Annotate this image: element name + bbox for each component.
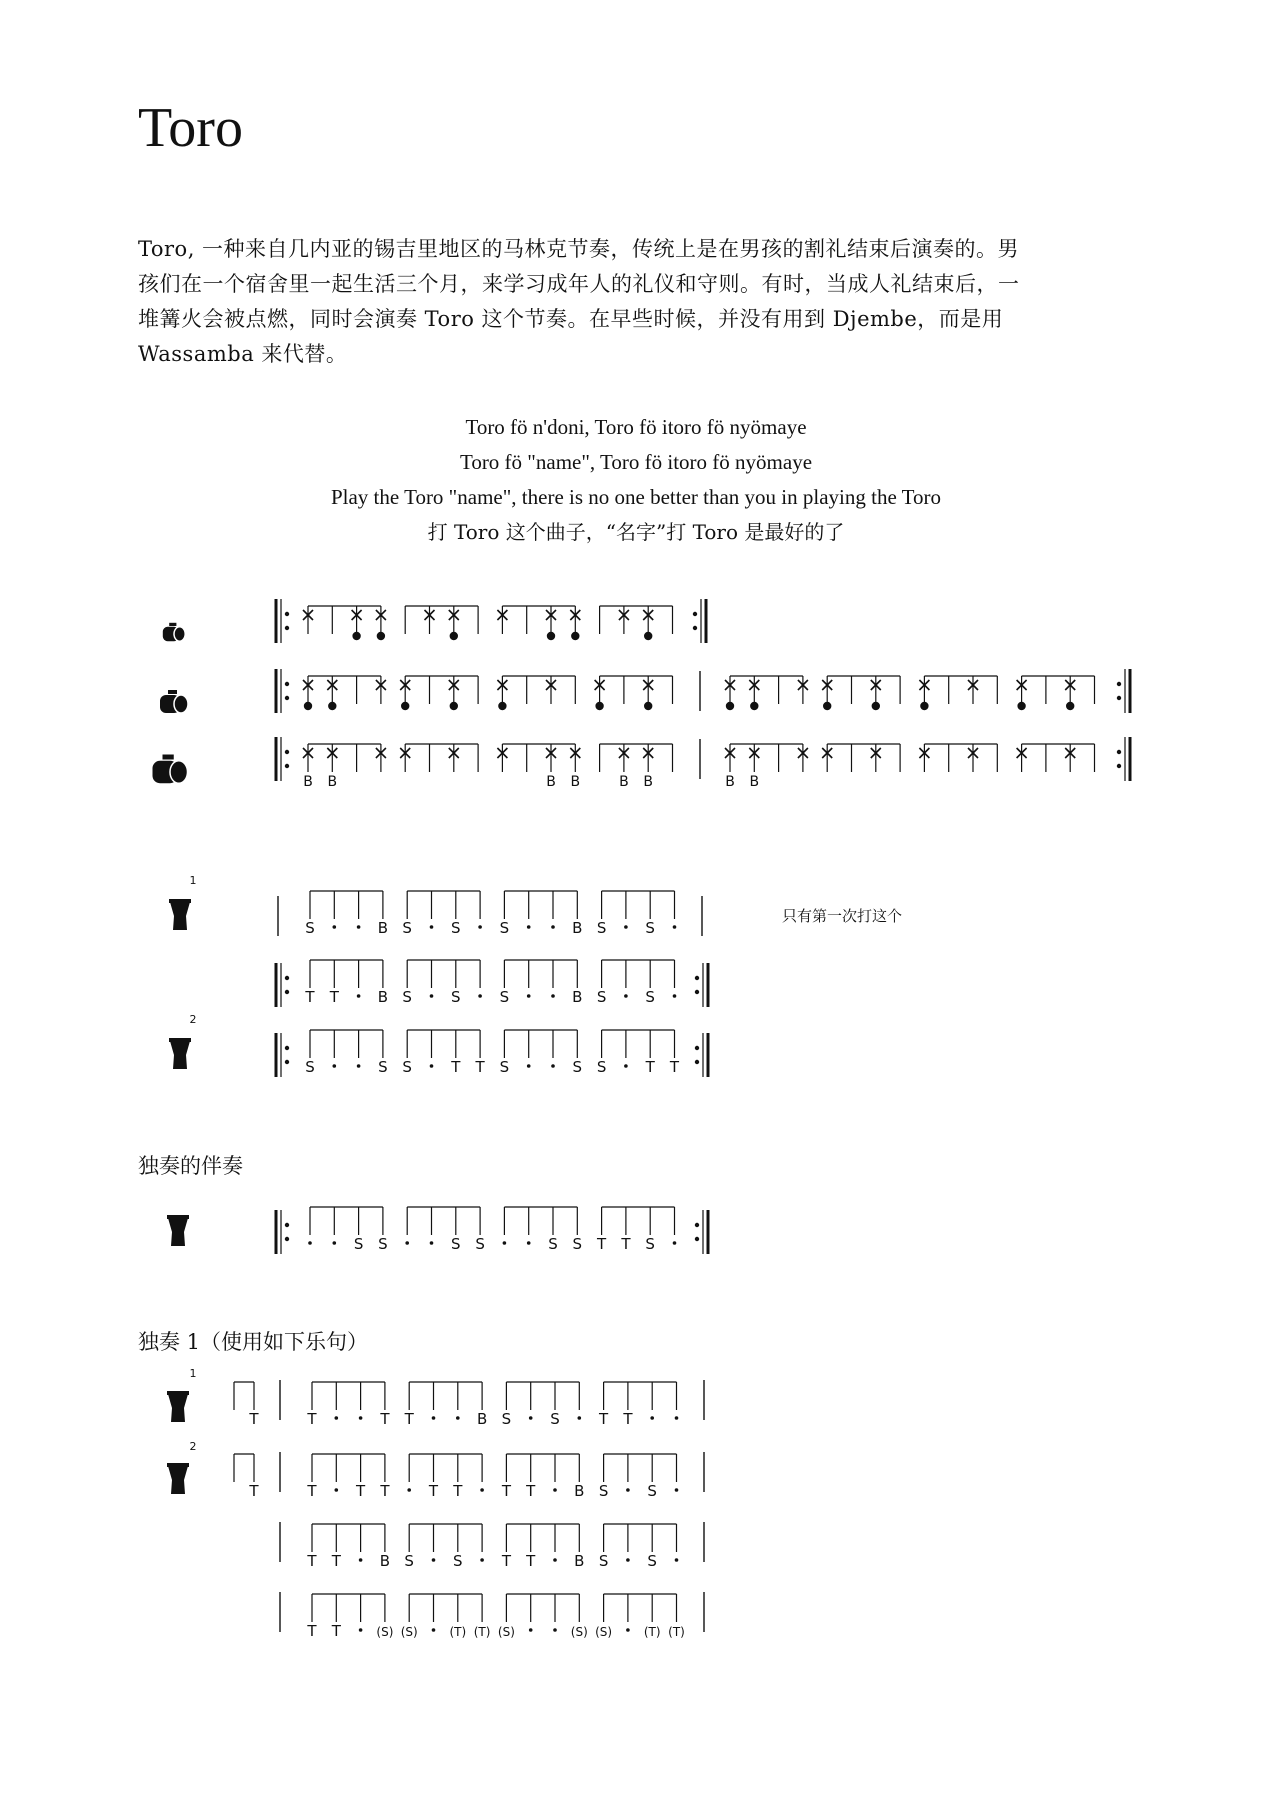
stroke-letter: T xyxy=(526,1482,536,1500)
rest-dot xyxy=(527,994,531,998)
rest-dot xyxy=(333,1241,337,1245)
rest-dot xyxy=(527,1064,531,1068)
stroke-letter: T xyxy=(501,1482,511,1500)
bell-note xyxy=(401,702,409,710)
solo-accompaniment-heading: 独奏的伴奏 xyxy=(138,1154,243,1178)
stroke-letter: S xyxy=(499,1058,510,1076)
rest-dot xyxy=(359,1558,363,1562)
stroke-letter: S xyxy=(501,1410,512,1428)
bell-note xyxy=(450,702,458,710)
rest-dot xyxy=(626,1628,630,1632)
stroke-letter: S xyxy=(402,1058,412,1076)
stroke-letter: S xyxy=(378,1235,388,1253)
lyric-line: Toro fö "name", Toro fö itoro fö nyömaye xyxy=(459,450,813,474)
djembe-icon xyxy=(169,1038,191,1069)
repeat-dot xyxy=(285,1060,289,1064)
repeat-dot xyxy=(1117,682,1121,686)
stroke-letter: T xyxy=(249,1482,259,1500)
rest-dot xyxy=(553,1628,557,1632)
rest-dot xyxy=(480,1558,484,1562)
bell-note xyxy=(547,632,555,640)
bass-letter: B xyxy=(570,774,581,790)
stroke-letter: S xyxy=(305,1058,315,1076)
solo1-heading: 独奏 1（使用如下乐句） xyxy=(138,1330,369,1354)
dundun-measure xyxy=(303,606,673,640)
repeat-dot xyxy=(285,990,289,994)
stroke-letter: S xyxy=(596,1058,607,1076)
dundunba-icon xyxy=(153,755,188,784)
repeat-start-sign xyxy=(276,669,289,713)
repeat-dot xyxy=(1117,764,1121,768)
stroke-letter: B xyxy=(574,1552,585,1570)
stroke-letter: S xyxy=(548,1235,558,1253)
repeat-dot xyxy=(285,1046,289,1050)
rest-dot xyxy=(529,1416,533,1420)
dundun-measure xyxy=(303,744,673,790)
bell-note xyxy=(1066,702,1074,710)
rest-dot xyxy=(626,1488,630,1492)
bell-note xyxy=(377,632,385,640)
rest-dot xyxy=(478,925,482,929)
repeat-end-sign xyxy=(693,599,706,643)
rest-dot xyxy=(553,1488,557,1492)
bell-note xyxy=(726,702,734,710)
bass-letter: B xyxy=(749,774,760,790)
stroke-letter: S xyxy=(572,1235,583,1253)
repeat-dot xyxy=(695,976,699,980)
stroke-letter: T xyxy=(249,1410,259,1428)
stroke-letter: (S) xyxy=(570,1625,588,1639)
stroke-letter: S xyxy=(353,1235,364,1253)
repeat-dot xyxy=(1117,750,1121,754)
stroke-letter: T xyxy=(307,1552,317,1570)
stroke-letter: T xyxy=(597,1235,607,1253)
repeat-dot xyxy=(285,682,289,686)
stroke-letter: T xyxy=(451,1058,461,1076)
rest-dot xyxy=(456,1416,460,1420)
sangban-icon xyxy=(160,690,188,713)
stroke-letter: (T) xyxy=(643,1625,661,1639)
stroke-letter: B xyxy=(476,1410,488,1428)
stroke-letter: S xyxy=(378,1058,388,1076)
repeat-end-sign xyxy=(695,1210,708,1254)
repeat-dot xyxy=(695,1237,699,1241)
rest-dot xyxy=(551,1064,555,1068)
repeat-dot xyxy=(285,696,289,700)
rest-dot xyxy=(405,1241,409,1245)
rest-dot xyxy=(357,925,361,929)
stroke-letter: S xyxy=(402,919,412,937)
bell-note xyxy=(595,702,603,710)
bell-note xyxy=(498,702,506,710)
stroke-letter: (S) xyxy=(497,1625,515,1639)
stroke-letter: S xyxy=(451,988,461,1006)
bass-letter: B xyxy=(643,774,654,790)
stroke-letter: S xyxy=(451,1235,461,1253)
rest-dot xyxy=(578,1416,582,1420)
rest-dot xyxy=(359,1416,363,1420)
rest-dot xyxy=(480,1488,484,1492)
repeat-dot xyxy=(285,764,289,768)
repeat-end-sign xyxy=(695,1033,708,1077)
bass-letter: B xyxy=(619,774,629,790)
stroke-letter: (T) xyxy=(473,1625,491,1639)
stroke-letter: S xyxy=(596,988,607,1006)
stroke-letter: T xyxy=(331,1622,341,1640)
rest-dot xyxy=(430,994,434,998)
stroke-letter: S xyxy=(453,1552,463,1570)
stroke-letter: T xyxy=(669,1058,680,1076)
dundun-measure xyxy=(725,744,1095,790)
solo1-phrase2-measure xyxy=(306,1454,678,1500)
lyric-line: Play the Toro "name", there is no one better than you in playing the Toro xyxy=(330,485,942,509)
rest-dot xyxy=(432,1558,436,1562)
rest-dot xyxy=(432,1416,436,1420)
stroke-letter: T xyxy=(645,1058,655,1076)
repeat-dot xyxy=(695,1223,699,1227)
stroke-letter: (T) xyxy=(449,1625,467,1639)
rest-dot xyxy=(357,1064,361,1068)
stroke-letter: T xyxy=(305,988,315,1006)
lyric-line: Toro fö n'doni, Toro fö itoro fö nyömaye xyxy=(465,415,807,439)
solo1-line4-measure xyxy=(306,1594,684,1640)
bell-note xyxy=(644,632,652,640)
stroke-letter: B xyxy=(377,919,389,937)
repeat-start-sign xyxy=(276,599,289,643)
djembe-icon xyxy=(167,1391,189,1422)
stroke-letter: T xyxy=(307,1410,317,1428)
part-number-label: 2 xyxy=(189,1013,197,1026)
stroke-letter: B xyxy=(572,919,583,937)
repeat-dot xyxy=(695,990,699,994)
page-title: Toro xyxy=(138,97,243,159)
stroke-letter: T xyxy=(453,1482,463,1500)
rest-dot xyxy=(335,1416,339,1420)
stroke-letter: T xyxy=(599,1410,609,1428)
rest-dot xyxy=(626,1558,630,1562)
bell-note xyxy=(328,702,336,710)
repeat-dot xyxy=(693,626,697,630)
rest-dot xyxy=(359,1628,363,1632)
bell-note xyxy=(644,702,652,710)
repeat-dot xyxy=(285,626,289,630)
rest-dot xyxy=(430,1064,434,1068)
repeat-dot xyxy=(285,1237,289,1241)
dundun-measure xyxy=(725,676,1095,710)
rest-dot xyxy=(675,1558,679,1562)
rest-dot xyxy=(675,1416,679,1420)
stroke-letter: S xyxy=(499,988,510,1006)
rest-dot xyxy=(673,925,677,929)
part-number-label: 1 xyxy=(189,874,197,887)
repeat-dot xyxy=(285,612,289,616)
stroke-letter: T xyxy=(380,1410,390,1428)
stroke-letter: S xyxy=(402,988,412,1006)
solo-accompaniment-measure xyxy=(308,1207,676,1253)
intro-line: Wassamba 来代替。 xyxy=(138,342,348,366)
part-number-label: 1 xyxy=(189,1367,197,1380)
stroke-letter: B xyxy=(574,1482,585,1500)
stroke-letter: T xyxy=(329,988,339,1006)
stroke-letter: S xyxy=(550,1410,560,1428)
rest-dot xyxy=(407,1488,411,1492)
bell-note xyxy=(571,632,579,640)
stroke-letter: T xyxy=(307,1482,317,1500)
rest-dot xyxy=(624,925,628,929)
stroke-letter: T xyxy=(475,1058,485,1076)
repeat-dot xyxy=(285,1223,289,1227)
stroke-letter: S xyxy=(645,919,655,937)
repeat-dot xyxy=(695,1046,699,1050)
stroke-letter: S xyxy=(451,919,461,937)
stroke-letter: T xyxy=(623,1410,633,1428)
stroke-letter: S xyxy=(647,1552,657,1570)
rest-dot xyxy=(430,925,434,929)
stroke-letter: (T) xyxy=(668,1625,685,1639)
repeat-dot xyxy=(285,976,289,980)
stroke-letter: S xyxy=(404,1552,414,1570)
bass-letter: B xyxy=(303,774,313,790)
bell-note xyxy=(823,702,831,710)
rest-dot xyxy=(527,925,531,929)
repeat-dot xyxy=(695,1060,699,1064)
repeat-dot xyxy=(693,612,697,616)
rest-dot xyxy=(624,994,628,998)
rest-dot xyxy=(333,925,337,929)
stroke-letter: T xyxy=(621,1235,631,1253)
stroke-letter: T xyxy=(501,1552,511,1570)
intro-line: Toro, 一种来自几内亚的锡吉里地区的马林克节奏，传统上是在男孩的割礼结束后演奏的。男 xyxy=(138,237,1020,261)
repeat-end-sign xyxy=(1117,737,1130,781)
djembe1-intro-measure xyxy=(305,891,676,937)
stroke-letter: (S) xyxy=(595,1625,613,1639)
stroke-letter: T xyxy=(380,1482,390,1500)
rest-dot xyxy=(308,1241,312,1245)
stroke-letter: S xyxy=(596,919,607,937)
stroke-letter: S xyxy=(598,1482,609,1500)
rest-dot xyxy=(503,1241,507,1245)
rest-dot xyxy=(675,1488,679,1492)
rest-dot xyxy=(333,1064,337,1068)
djembe1-measure xyxy=(304,960,676,1006)
solo1-phrase1-measure xyxy=(306,1382,678,1428)
bell-note xyxy=(352,632,360,640)
stroke-letter: (S) xyxy=(376,1625,394,1639)
stroke-letter: S xyxy=(305,919,315,937)
rest-dot xyxy=(624,1064,628,1068)
rest-dot xyxy=(650,1416,654,1420)
stroke-letter: T xyxy=(307,1622,317,1640)
repeat-start-sign xyxy=(276,1033,289,1077)
bell-note xyxy=(450,632,458,640)
repeat-dot xyxy=(285,750,289,754)
rest-dot xyxy=(529,1628,533,1632)
rest-dot xyxy=(430,1241,434,1245)
bass-letter: B xyxy=(327,774,338,790)
repeat-start-sign xyxy=(276,963,289,1007)
stroke-letter: S xyxy=(645,1235,655,1253)
pickup-measure xyxy=(234,1382,259,1428)
bell-note xyxy=(1017,702,1025,710)
rest-dot xyxy=(553,1558,557,1562)
dundun-measure xyxy=(303,676,673,710)
djembe2-measure xyxy=(305,1030,680,1076)
part-number-label: 2 xyxy=(189,1440,197,1453)
stroke-letter: (S) xyxy=(400,1625,418,1639)
stroke-letter: T xyxy=(526,1552,536,1570)
stroke-letter: T xyxy=(428,1482,439,1500)
stroke-letter: B xyxy=(379,1552,391,1570)
rest-dot xyxy=(673,994,677,998)
bell-note xyxy=(872,702,880,710)
repeat-end-sign xyxy=(695,963,708,1007)
bass-letter: B xyxy=(546,774,556,790)
bass-letter: B xyxy=(725,774,735,790)
stroke-letter: S xyxy=(645,988,655,1006)
bell-note xyxy=(750,702,758,710)
lyric-line: 打 Toro 这个曲子，“名字”打 Toro 是最好的了 xyxy=(427,520,845,544)
stroke-letter: S xyxy=(598,1552,609,1570)
repeat-dot xyxy=(1117,696,1121,700)
rest-dot xyxy=(335,1488,339,1492)
stroke-letter: B xyxy=(572,988,583,1006)
repeat-start-sign xyxy=(276,737,289,781)
rest-dot xyxy=(357,994,361,998)
stroke-letter: S xyxy=(572,1058,583,1076)
stroke-letter: B xyxy=(377,988,389,1006)
pickup-measure xyxy=(234,1454,259,1500)
rest-dot xyxy=(673,1241,677,1245)
kenkeni-icon xyxy=(163,623,185,641)
rest-dot xyxy=(478,994,482,998)
stroke-letter: S xyxy=(475,1235,485,1253)
repeat-start-sign xyxy=(276,1210,289,1254)
stroke-letter: T xyxy=(331,1552,341,1570)
intro-line: 孩们在一个宿舍里一起生活三个月，来学习成年人的礼仪和守则。有时，当成人礼结束后，一 xyxy=(138,272,1020,296)
rest-dot xyxy=(432,1628,436,1632)
intro-line: 堆篝火会被点燃，同时会演奏 Toro 这个节奏。在早些时候，并没有用到 Djembe，而是用 xyxy=(138,307,1004,331)
solo1-line3-measure xyxy=(306,1524,678,1570)
bell-note xyxy=(920,702,928,710)
djembe-icon xyxy=(167,1215,189,1246)
bell-note xyxy=(304,702,312,710)
djembe-icon xyxy=(169,899,191,930)
first-time-only-note: 只有第一次打这个 xyxy=(782,907,903,925)
stroke-letter: S xyxy=(499,919,510,937)
stroke-letter: T xyxy=(356,1482,366,1500)
rest-dot xyxy=(527,1241,531,1245)
rest-dot xyxy=(551,994,555,998)
rest-dot xyxy=(551,925,555,929)
stroke-letter: T xyxy=(404,1410,414,1428)
repeat-end-sign xyxy=(1117,669,1130,713)
djembe-icon xyxy=(167,1463,189,1494)
stroke-letter: S xyxy=(647,1482,657,1500)
